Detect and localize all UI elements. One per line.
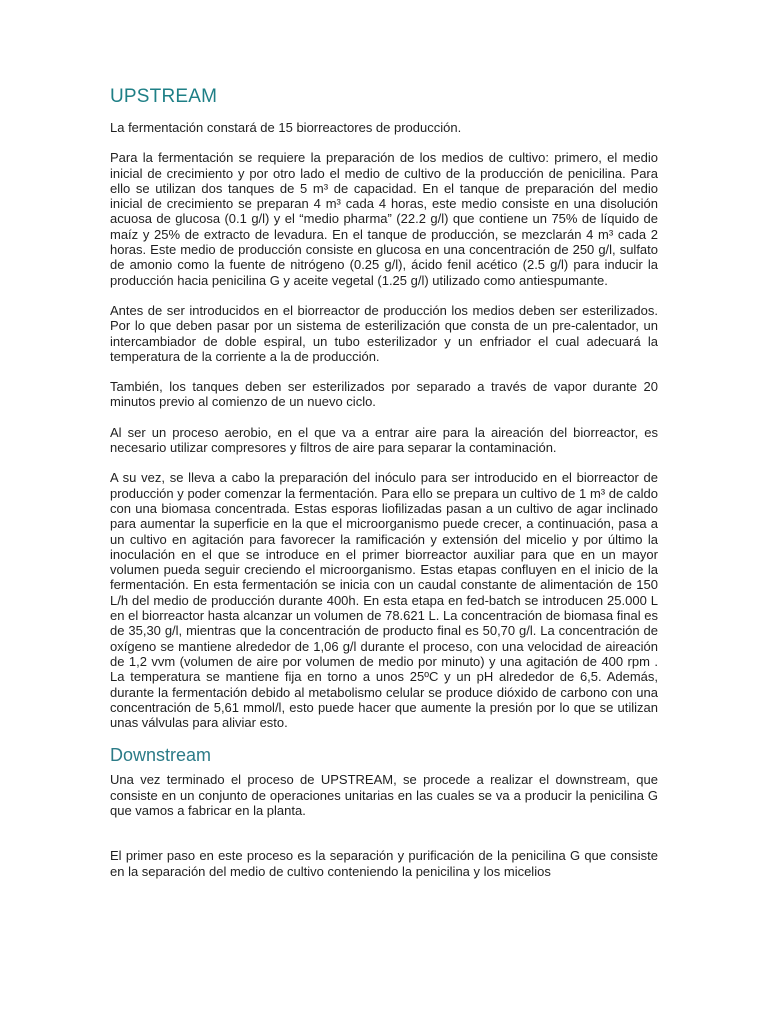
upstream-paragraph-3: Antes de ser introducidos en el biorreactor de producción los medios deben ser esterilizados. Por lo que deben pasar por un sistema de esterilización que consta de un pre-calentador, un intercambiador de doble espiral, un tubo esterilizador y un enfriador el cual adecuará la temperatura de la corriente a la de producción. — [110, 302, 658, 364]
upstream-paragraph-6: A su vez, se lleva a cabo la preparación del inóculo para ser introducido en el biorreactor de producción y poder comenzar la fermentación. Para ello se prepara un cultivo de 1 m³ de caldo con una biomasa concentrada. Estas esporas liofilizadas pasan a un cultivo de agar inclinado para aumentar la superficie en la que el microorganismo puede crecer, a continuación, pasa a un cultivo en agitación para favorecer la ramificación y extensión del micelio y por último la inoculación en el que se introduce en el primer biorreactor auxiliar para que en un mayor volumen pueda seguir creciendo el microorganismo. Estas etapas confluyen en el inicio de la fermentación. En esta fermentación se inicia con un caudal constante de alimentación de 150 L/h del medio de producción durante 400h. En esta etapa en fed-batch se introducen 25.000 L en el biorreactor hasta alcanzar un volumen de 78.621 L. La concentración de biomasa final es de 35,30 g/l, mientras que la concentración de producto final es 50,70 g/l. La concentración de oxígeno se mantiene alrededor de 1,06 g/l durante el proceso, con una velocidad de aireación de 1,2 vvm (volumen de aire por volumen de medio por minuto) y una agitación de 400 rpm . La temperatura se mantiene fija en torno a unos 25ºC y un pH alrededor de 6,5. Además, durante la fermentación debido al metabolismo celular se produce dióxido de carbono con una concentración de 5,61 mmol/l, esto puede hacer que aumente la presión por lo que se utilizan unas válvulas para aliviar esto. — [110, 470, 658, 731]
upstream-paragraph-1: La fermentación constará de 15 biorreactores de producción. — [110, 120, 462, 135]
document-body — [110, 86, 658, 894]
downstream-paragraph-2: El primer paso en este proceso es la separación y purificación de la penicilina G que consiste en la separación del medio de cultivo conteniendo la penicilina y los micelios — [110, 848, 658, 879]
downstream-paragraph-1: Una vez terminado el proceso de UPSTREAM, se procede a realizar el downstream, que consiste en un conjunto de operaciones unitarias en las cuales se va a producir la penicilina G que vamos a fabricar en la planta. — [110, 772, 658, 818]
upstream-heading: UPSTREAM — [110, 86, 218, 107]
upstream-paragraph-5: Al ser un proceso aerobio, en el que va a entrar aire para la aireación del biorreactor, es necesario utilizar compresores y filtros de aire para separar la contaminación. — [110, 424, 658, 456]
upstream-paragraph-4: También, los tanques deben ser esterilizados por separado a través de vapor durante 20 minutos previo al comienzo de un nuevo ciclo. — [110, 379, 658, 410]
downstream-heading: Downstream — [110, 745, 212, 766]
upstream-paragraph-2: Para la fermentación se requiere la preparación de los medios de cultivo: primero, el medio inicial de crecimiento y por otro lado el medio de cultivo de la producción de penicilina. Para ello se utilizan dos tanques de 5 m³ de capacidad. En el tanque de preparación del medio inicial de crecimiento se preparan 4 m³ cada 4 horas, este medio consiste en una disolución acuosa de glucosa (0.1 g/l) y el “medio pharma” (22.2 g/l) que contiene un 75% de líquido de maíz y 25% de extracto de levadura. En el tanque de producción, se mezclarán 4 m³ cada 2 horas. Este medio de producción consiste en glucosa en una concentración de 250 g/l, sulfato de amonio como la fuente de nitrógeno (0.25 g/l), ácido fenil acético (2.5 g/l) para inducir la producción hacia penicilina G y aceite vegetal (1.25 g/l) utilizado como antiespumante. — [110, 150, 658, 288]
